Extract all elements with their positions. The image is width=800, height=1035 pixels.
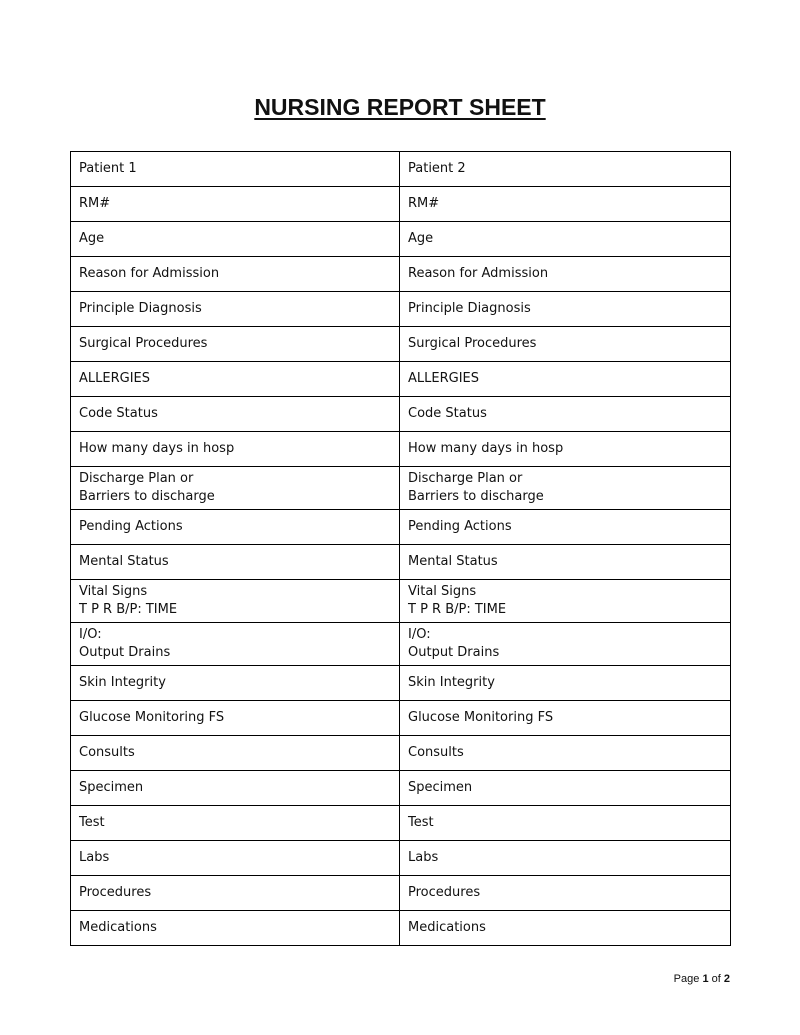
report-table-body bbox=[71, 152, 731, 946]
table-row bbox=[71, 222, 731, 257]
patient-2-field[interactable]: Principle Diagnosis bbox=[400, 292, 731, 327]
table-row bbox=[71, 545, 731, 580]
table-row bbox=[71, 701, 731, 736]
patient-2-field[interactable]: Procedures bbox=[400, 876, 731, 911]
patient-2-field[interactable]: Code Status bbox=[400, 397, 731, 432]
current-page-number: 1 bbox=[702, 973, 709, 985]
table-row bbox=[71, 876, 731, 911]
patient-2-field[interactable]: Patient 2 bbox=[400, 152, 731, 187]
table-row bbox=[71, 580, 731, 623]
patient-1-field[interactable]: Code Status bbox=[71, 397, 400, 432]
patient-2-field[interactable]: Skin Integrity bbox=[400, 666, 731, 701]
patient-1-field[interactable]: Pending Actions bbox=[71, 510, 400, 545]
patient-2-field[interactable]: Reason for Admission bbox=[400, 257, 731, 292]
table-row bbox=[71, 771, 731, 806]
patient-2-field[interactable]: Pending Actions bbox=[400, 510, 731, 545]
patient-1-field[interactable]: Skin Integrity bbox=[71, 666, 400, 701]
patient-1-field[interactable]: Reason for Admission bbox=[71, 257, 400, 292]
patient-1-field[interactable]: How many days in hosp bbox=[71, 432, 400, 467]
page-title-text: NURSING REPORT SHEET bbox=[254, 94, 546, 120]
patient-1-field[interactable]: Discharge Plan or Barriers to discharge bbox=[71, 467, 400, 510]
patient-1-field[interactable]: Patient 1 bbox=[71, 152, 400, 187]
patient-2-field[interactable]: ALLERGIES bbox=[400, 362, 731, 397]
table-row bbox=[71, 666, 731, 701]
patient-2-field[interactable]: Medications bbox=[400, 911, 731, 946]
table-row bbox=[71, 257, 731, 292]
patient-2-field[interactable]: Surgical Procedures bbox=[400, 327, 731, 362]
page-title bbox=[0, 94, 800, 121]
patient-1-field[interactable]: Age bbox=[71, 222, 400, 257]
page-indicator bbox=[674, 973, 730, 985]
table-row bbox=[71, 187, 731, 222]
patient-2-field[interactable]: Glucose Monitoring FS bbox=[400, 701, 731, 736]
patient-1-field[interactable]: I/O: Output Drains bbox=[71, 623, 400, 666]
table-row bbox=[71, 736, 731, 771]
patient-2-field[interactable]: Labs bbox=[400, 841, 731, 876]
patient-2-field[interactable]: Vital Signs T P R B/P: TIME bbox=[400, 580, 731, 623]
total-pages-number: 2 bbox=[723, 973, 730, 985]
patient-2-field[interactable]: RM# bbox=[400, 187, 731, 222]
table-row bbox=[71, 152, 731, 187]
nursing-report-table bbox=[70, 151, 731, 946]
patient-1-field[interactable]: Test bbox=[71, 806, 400, 841]
table-row bbox=[71, 467, 731, 510]
patient-2-field[interactable]: Test bbox=[400, 806, 731, 841]
table-row bbox=[71, 292, 731, 327]
patient-1-field[interactable]: Procedures bbox=[71, 876, 400, 911]
table-row bbox=[71, 911, 731, 946]
patient-2-field[interactable]: I/O: Output Drains bbox=[400, 623, 731, 666]
patient-2-field[interactable]: How many days in hosp bbox=[400, 432, 731, 467]
patient-1-field[interactable]: Labs bbox=[71, 841, 400, 876]
table-row bbox=[71, 510, 731, 545]
patient-1-field[interactable]: Glucose Monitoring FS bbox=[71, 701, 400, 736]
patient-2-field[interactable]: Specimen bbox=[400, 771, 731, 806]
patient-2-field[interactable]: Consults bbox=[400, 736, 731, 771]
patient-1-field[interactable]: Specimen bbox=[71, 771, 400, 806]
patient-1-field[interactable]: Surgical Procedures bbox=[71, 327, 400, 362]
table-row bbox=[71, 623, 731, 666]
table-row bbox=[71, 432, 731, 467]
patient-1-field[interactable]: Mental Status bbox=[71, 545, 400, 580]
table-row bbox=[71, 362, 731, 397]
of-word: of bbox=[711, 973, 721, 985]
patient-1-field[interactable]: Principle Diagnosis bbox=[71, 292, 400, 327]
patient-1-field[interactable]: ALLERGIES bbox=[71, 362, 400, 397]
patient-1-field[interactable]: RM# bbox=[71, 187, 400, 222]
patient-2-field[interactable]: Age bbox=[400, 222, 731, 257]
patient-2-field[interactable]: Discharge Plan or Barriers to discharge bbox=[400, 467, 731, 510]
page-word: Page bbox=[673, 973, 700, 985]
patient-1-field[interactable]: Vital Signs T P R B/P: TIME bbox=[71, 580, 400, 623]
patient-1-field[interactable]: Medications bbox=[71, 911, 400, 946]
table-row bbox=[71, 327, 731, 362]
table-row bbox=[71, 841, 731, 876]
patient-2-field[interactable]: Mental Status bbox=[400, 545, 731, 580]
table-row bbox=[71, 806, 731, 841]
table-row bbox=[71, 397, 731, 432]
patient-1-field[interactable]: Consults bbox=[71, 736, 400, 771]
